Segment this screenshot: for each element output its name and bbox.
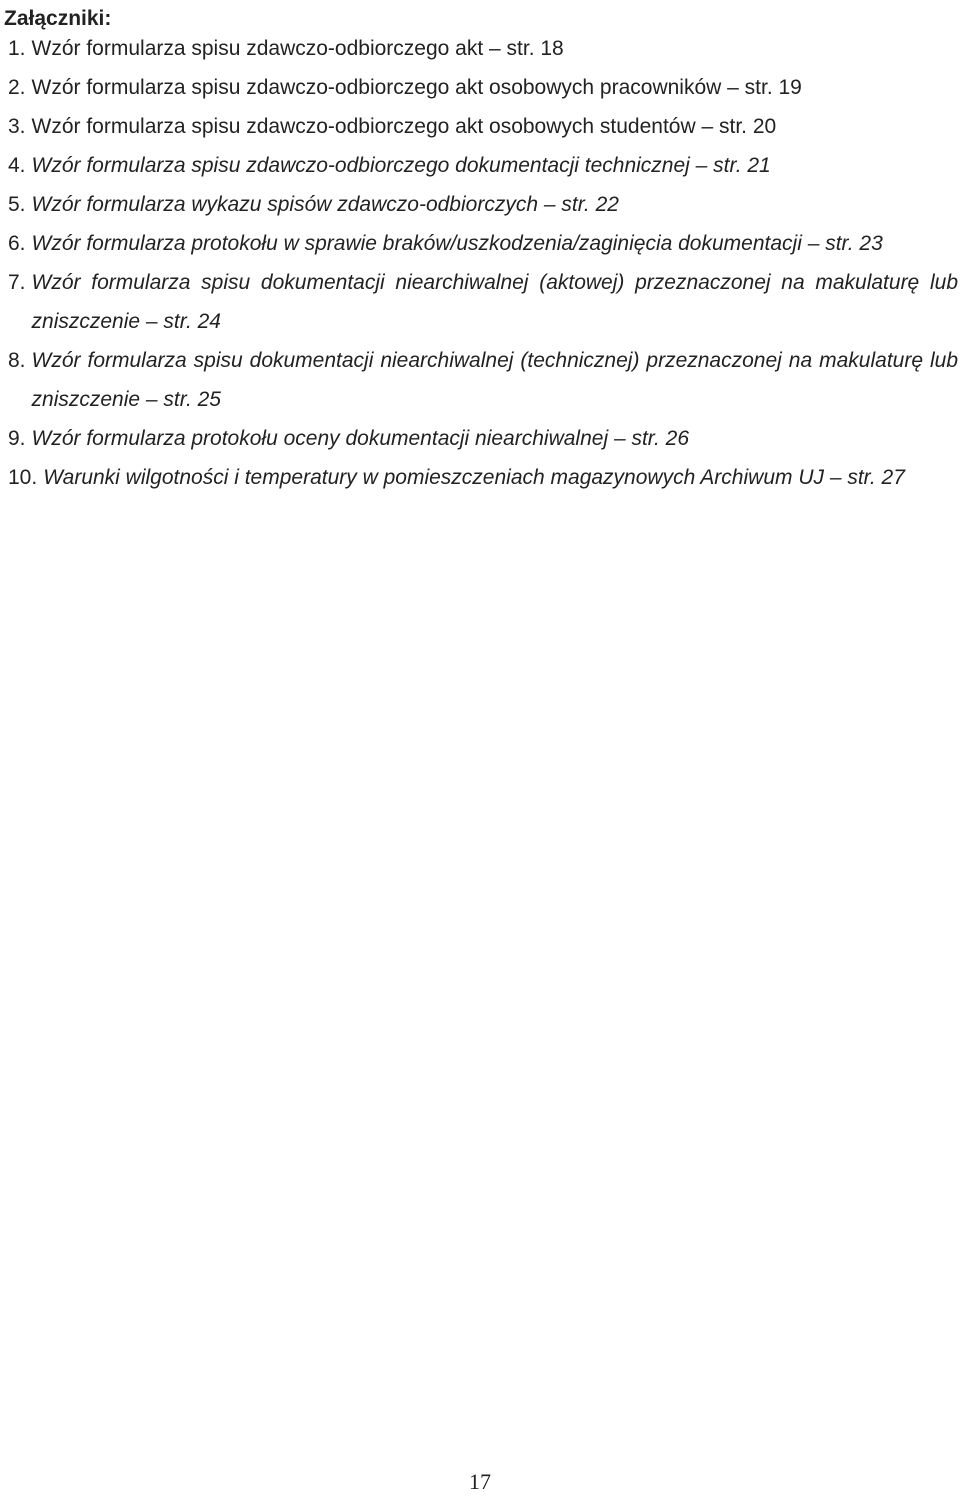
list-item-text: Wzór formularza protokołu w sprawie braków/uszkodzenia/zaginięcia dokumentacji – str. 23 <box>31 232 883 255</box>
list-item-text: Wzór formularza spisu dokumentacji niearchiwalnej (aktowej) przeznaczonej na makulaturę lub zniszczenie – str. 24 <box>31 271 958 333</box>
list-item-number: 6. <box>8 232 26 255</box>
list-item-text: Wzór formularza spisu zdawczo-odbiorczego akt – str. 18 <box>31 37 564 60</box>
list-item-number: 7. <box>8 271 26 294</box>
list-item <box>8 29 958 68</box>
list-item <box>8 263 958 341</box>
list-item-number: 5. <box>8 193 26 216</box>
list-item-text: Wzór formularza spisu zdawczo-odbiorczego akt osobowych studentów – str. 20 <box>31 115 777 138</box>
list-item <box>8 185 958 224</box>
list-item-number: 2. <box>8 76 26 99</box>
list-item <box>8 458 958 497</box>
page-number: 17 <box>469 1469 491 1494</box>
list-item-number: 10. <box>8 466 38 489</box>
list-item-number: 1. <box>8 37 26 60</box>
list-item <box>8 146 958 185</box>
attachments-list <box>8 29 958 497</box>
list-item <box>8 224 958 263</box>
list-item-text: Warunki wilgotności i temperatury w pomieszczeniach magazynowych Archiwum UJ – str. 27 <box>43 466 905 489</box>
list-item-text: Wzór formularza spisu zdawczo-odbiorczego akt osobowych pracowników – str. 19 <box>31 76 802 99</box>
list-item-number: 8. <box>8 349 26 372</box>
list-item-text: Wzór formularza spisu dokumentacji niearchiwalnej (technicznej) przeznaczonej na makulaturę lub zniszczenie – str. 25 <box>31 349 958 411</box>
list-item-text: Wzór formularza spisu zdawczo-odbiorczego dokumentacji technicznej – str. 21 <box>31 154 771 177</box>
list-item-number: 3. <box>8 115 26 138</box>
list-item <box>8 107 958 146</box>
list-item-text: Wzór formularza protokołu oceny dokumentacji niearchiwalnej – str. 26 <box>31 427 690 450</box>
list-item <box>8 341 958 419</box>
list-item-number: 4. <box>8 154 26 177</box>
list-item <box>8 419 958 458</box>
list-item-text: Wzór formularza wykazu spisów zdawczo-odbiorczych – str. 22 <box>31 193 619 216</box>
list-item-number: 9. <box>8 427 26 450</box>
list-item <box>8 68 958 107</box>
attachments-heading: Załączniki: <box>4 7 112 30</box>
